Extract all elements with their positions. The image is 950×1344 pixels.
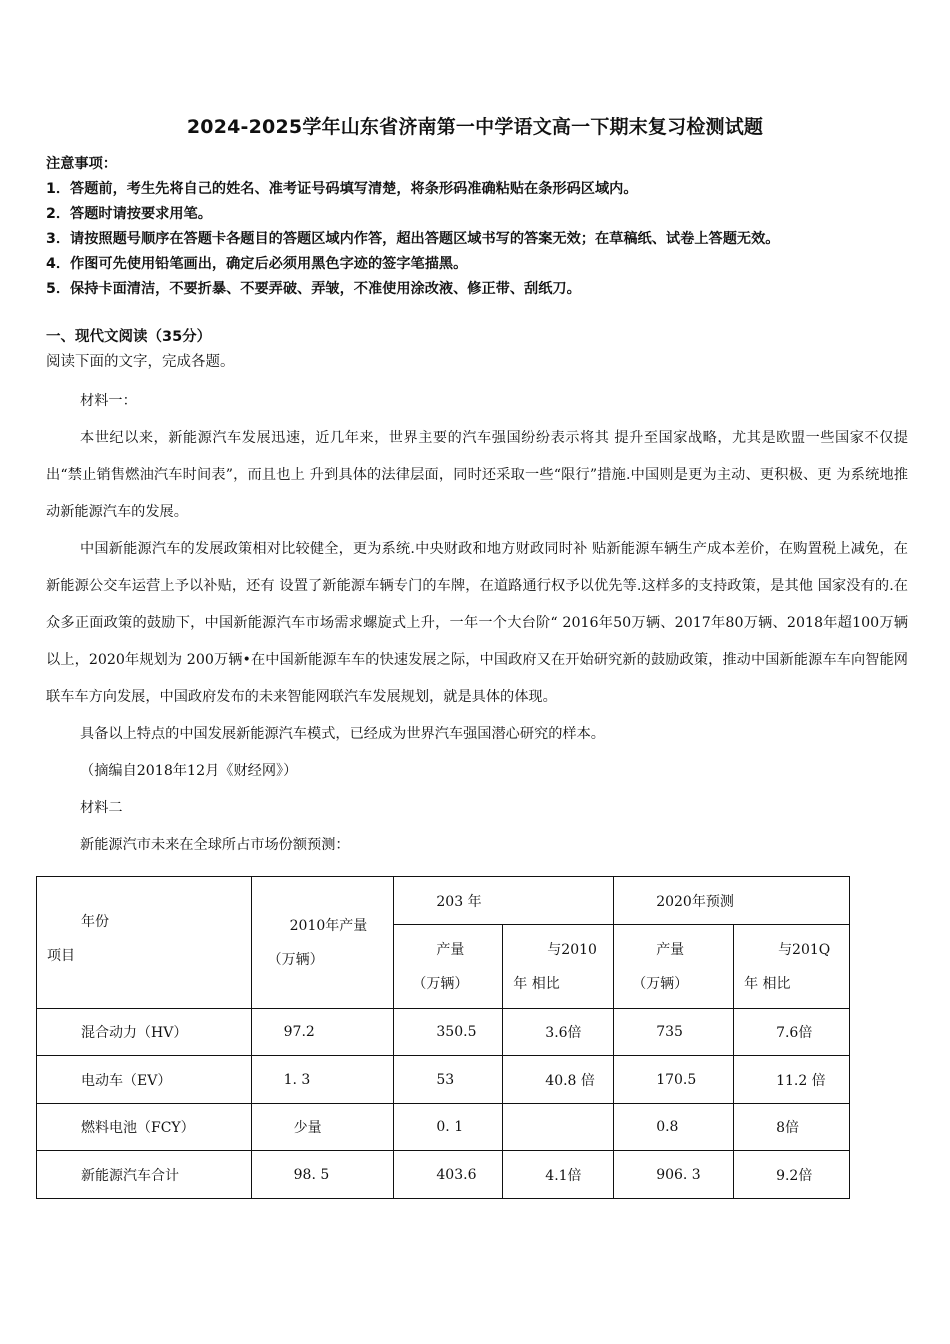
row-label: 燃料电池（FCY） <box>37 1104 252 1151</box>
material-1-label: 材料一： <box>80 393 137 409</box>
cell-2010: 97.2 <box>251 1009 394 1056</box>
passage-source: （摘编自2018年12月《财经网》） <box>80 763 298 779</box>
notice-item: 5．保持卡面清洁，不要折暴、不要弄破、弄皱，不准使用涂改液、修正带、刮纸刀。 <box>46 281 581 297</box>
row-label: 混合动力（HV） <box>37 1009 252 1056</box>
row-label: 新能源汽车合计 <box>37 1151 252 1199</box>
table-row <box>37 1104 850 1151</box>
passage-paragraph: 中国新能源汽车的发展政策相对比较健全，更为系统.中央财政和地方财政同时补 贴新能源车辆生产成本差价，在购置税上减免，在新能源公交车运营上予以补贴，还有 设置了新能源车辆专门的车牌，在道路通行权予以优先等.这样多的支持政策，是其他 国家没有的.在众多正面政策的鼓励下，中国新能源汽车市场需求螺旋式上升，一年一个大台阶“ 2016年50万辆、2017年80万辆、2018年超100万辆以上，2020年规划为 200万辆•在中国新能源车车的快速发展之际，中国政府又在开始研究新的鼓励政策，推动中国新能源车车向智能网联车车方向发展，中国政府发布的未来智能网联汽车发展规划，就是具体的体现。 <box>46 541 908 705</box>
page-title: 2024-2025学年山东省济南第一中学语文高一下期末复习检测试题 <box>186 116 764 138</box>
cell-output-a: 53 <box>394 1056 503 1104</box>
header-output-a-line2: （万辆） <box>412 975 469 992</box>
header-group-b: 2020年预测 <box>614 877 850 925</box>
cell-output-a: 403.6 <box>394 1151 503 1199</box>
header-output-a-cell <box>394 925 503 1009</box>
header-compare-a-line2: 年 相比 <box>513 975 560 992</box>
header-compare-b-line1: 与201Q <box>778 941 831 958</box>
header-compare-b-cell <box>734 925 850 1009</box>
header-item: 项目 <box>47 948 75 964</box>
cell-2010: 1. 3 <box>251 1056 394 1104</box>
notice-item: 2．答题时请按要求用笔。 <box>46 206 212 222</box>
header-output-b-line2: （万辆） <box>632 975 689 992</box>
cell-2010: 少量 <box>251 1104 394 1151</box>
table-row <box>37 1056 850 1104</box>
row-label: 电动车（EV） <box>37 1056 252 1104</box>
header-corner-cell <box>37 877 252 1009</box>
header-compare-a-cell <box>503 925 614 1009</box>
market-share-table <box>36 876 850 1199</box>
header-2010-line1: 2010年产量 <box>289 917 368 934</box>
cell-ratio-a: 40.8 倍 <box>503 1056 614 1104</box>
table-row <box>37 1151 850 1199</box>
header-year: 年份 <box>81 914 109 930</box>
notice-item: 4．作图可先使用铅笔画出，确定后必须用黑色字迹的签字笔描黑。 <box>46 256 468 272</box>
cell-output-a: 350.5 <box>394 1009 503 1056</box>
header-group-a: 203 年 <box>394 877 614 925</box>
cell-output-b: 0.8 <box>614 1104 734 1151</box>
cell-ratio-a: 3.6倍 <box>503 1009 614 1056</box>
cell-ratio-b: 8倍 <box>734 1104 850 1151</box>
cell-ratio-a: 4.1倍 <box>503 1151 614 1199</box>
notice-block <box>46 152 926 302</box>
cell-output-b: 906. 3 <box>614 1151 734 1199</box>
cell-output-b: 735 <box>614 1009 734 1056</box>
cell-output-a: 0. 1 <box>394 1104 503 1151</box>
cell-ratio-b: 9.2倍 <box>734 1151 850 1199</box>
cell-ratio-a <box>503 1104 614 1151</box>
header-2010-line2: （万辆） <box>267 951 324 968</box>
section-title: 一、现代文阅读（35分） <box>46 329 212 345</box>
header-compare-a-line1: 与2010 <box>547 941 597 958</box>
header-output-b-cell <box>614 925 734 1009</box>
header-2010-cell <box>251 877 394 1009</box>
notice-heading: 注意事项： <box>46 156 117 172</box>
reading-passage <box>46 383 908 864</box>
header-compare-b-line2: 年 相比 <box>744 975 791 992</box>
material-2-label: 材料二 <box>80 800 123 816</box>
header-output-b-line1: 产量 <box>656 941 685 958</box>
notice-item: 1．答题前，考生先将自己的姓名、准考证号码填写清楚，将条形码准确粘贴在条形码区域内。 <box>46 181 638 197</box>
cell-ratio-b: 11.2 倍 <box>734 1056 850 1104</box>
table-intro: 新能源汽市未来在全球所占市场份额预测： <box>80 837 350 853</box>
header-output-a-line1: 产量 <box>436 941 465 958</box>
passage-paragraph: 具备以上特点的中国发展新能源汽车模式，已经成为世界汽车强国潜心研究的样本。 <box>80 726 605 742</box>
notice-item: 3．请按照题号顺序在答题卡各题目的答题区域内作答，超出答题区域书写的答案无效；在草稿纸、试卷上答题无效。 <box>46 231 780 247</box>
cell-ratio-b: 7.6倍 <box>734 1009 850 1056</box>
table-row <box>37 1009 850 1056</box>
cell-output-b: 170.5 <box>614 1056 734 1104</box>
section-lead: 阅读下面的文字，完成各题。 <box>46 354 235 370</box>
passage-paragraph: 本世纪以来，新能源汽车发展迅速，近几年来，世界主要的汽车强国纷纷表示将其 提升至国家战略，尤其是欧盟一些国家不仅提出“禁止销售燃油汽车时间表”，而且也上 升到具体的法律层面，同时还采取一些“限行”措施.中国则是更为主动、更积极、更 为系统地推动新能源汽车的发展。 <box>46 430 908 520</box>
cell-2010: 98. 5 <box>251 1151 394 1199</box>
